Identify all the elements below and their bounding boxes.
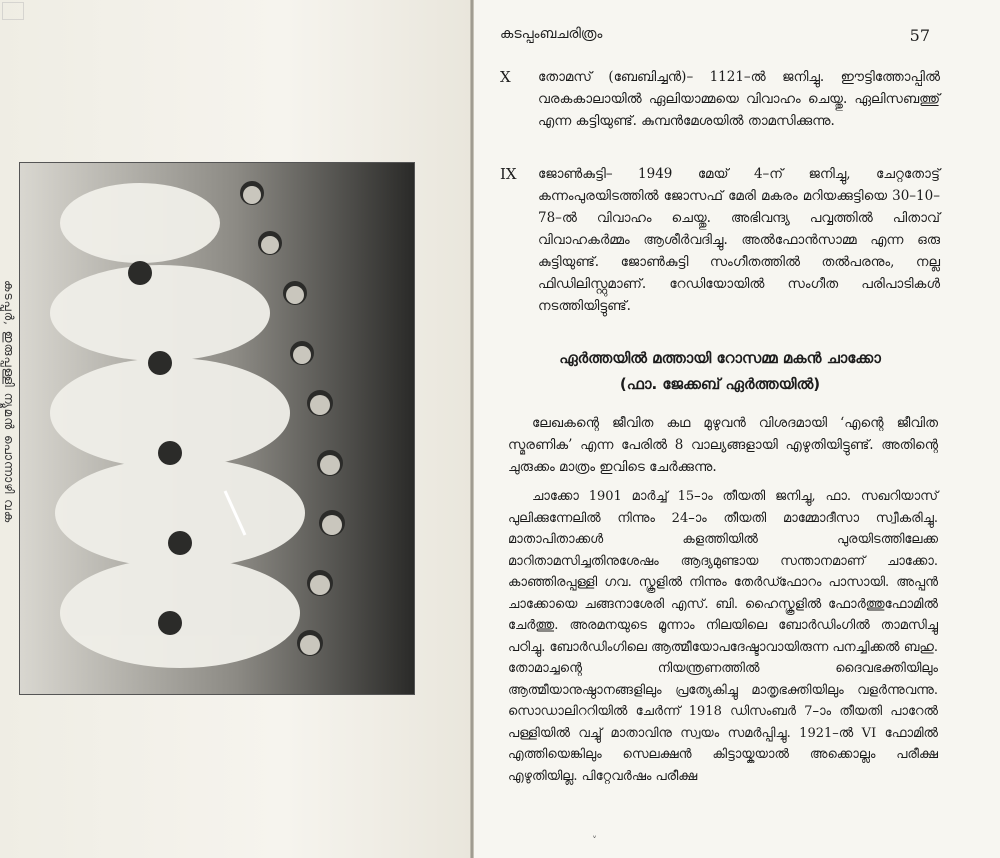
group-photograph [20, 163, 414, 694]
entry-number: X [500, 68, 511, 86]
paragraph-intro: ലേഖകന്റെ ജീവിത കഥ മുഴുവൻ വിശദമായി ‘എന്റെ ജീവിത സ്മരണിക’ എന്ന പേരിൽ 8 വാല്യങ്ങളായി എഴുതിയിട്ടുണ്ട്. അതിന്റെ ചുരുക്കം മാത്രം ഇവിടെ ചേർക്കുന്നു. [508, 415, 938, 475]
running-title: കടപ്പംബചരിത്രം [500, 26, 603, 42]
entry-johnkutty [500, 163, 940, 317]
footer-mark: ˅ [592, 836, 597, 847]
section-subtitle: (ഫാ. ജേക്കബ് ഏർത്തയിൽ) [619, 375, 821, 393]
left-page-running-header: കടപ്പൂർ, ഇരുപ്പള്ളി ന്യൂമൻ പൊന്നാഴി വക [2, 280, 16, 524]
entry-number: IX [500, 165, 517, 183]
scan-corner-mark [2, 2, 24, 20]
section-title: ഏർത്തയിൽ മത്തായി റോസമ്മ മകൻ ചാക്കോ [559, 349, 881, 367]
paragraph-biography: ചാക്കോ 1901 മാർച്ച് 15–ാം തീയതി ജനിച്ചു, ഫാ. സഖറിയാസ് പുലിക്കുന്നേലിൽ നിന്നും 24–ാം തീയതി മാമ്മോദീസാ സ്വീകരിച്ചു. മാതാപിതാക്കൾ കളത്തിയിൽ പുരയിടത്തിലേക്ക മാറിതാമസിച്ചതിനുശേഷം ആദ്യമുണ്ടായ സന്താനമാണ് ചാക്കോ. കാഞ്ഞിരപ്പള്ളി ഗവ. സ്കൂളിൽ നിന്നും തേർഡ്ഫോറം പാസായി. അപ്പൻ ചാക്കോയെ ചങ്ങനാശേരി എസ്. ബി. ഹൈസ്കൂളിൽ ഫോർത്തുഫോമിൽ ചേർത്തു. അരമനയുടെ മൂന്നാം നിലയിലെ ബോർഡിംഗിൽ താമസിച്ചു പഠിച്ചു. ബോർഡിംഗിലെ ആത്മീയോപദേഷ്ടാവായിരുന്ന പനച്ചിക്കൽ ബഹു. തോമാച്ചന്റെ നിയന്ത്രണത്തിൽ ദൈവഭക്തിയിലും ആത്മീയാനുഷ്ഠാനങ്ങളിലും പ്രത്യേകിച്ചു മാതൃഭക്തിയിലും വളർന്നുവന്നു. സൊഡാലിററിയിൽ ചേർന്ന് 1918 ഡിസംബർ 7–ാം തീയതി പാറേൽ പള്ളിയിൽ വച്ചു് മാതാവിനു സ്വയം സമർപ്പിച്ചു. 1921–ൽ VI ഫോമിൽ എത്തിയെങ്കിലും സെലക്ഷൻ കിട്ടായ്കയാൽ അക്കൊല്ലം പരീക്ഷ എഴുതിയില്ല. പിറ്റേവർഷം പരീക്ഷ [508, 489, 938, 784]
entry-text: ജോൺകുട്ടി– 1949 മേയ് 4–ന് ജനിച്ചു, ചേറ്റതോട്ട് കന്നംപുരയിടത്തിൽ ജോസഫ് മേരി മകരം മറിയക്കുട്ടിയെ 30–10–78–ൽ വിവാഹം ചെയ്തു. അഭിവന്ദ്യ പവ്വത്തിൽ പിതാവ് വിവാഹകർമ്മം ആശീർവദിച്ചു. അൽഫോൻസാമ്മ എന്ന ഒരു കുട്ടിയുണ്ട്. ജോൺകുട്ടി സംഗീതത്തിൽ തൽപരനും, നല്ല ഫിഡിലിസ്റ്റുമാണ്. റേഡിയോയിൽ സംഗീത പരിപാടികൾ നടത്തിയിട്ടുണ്ട്. [538, 166, 940, 314]
page-number: 57 [909, 26, 930, 45]
entry-text: തോമസ് (ബേബിച്ചൻ)– 1121–ൽ ജനിച്ചു. ഈട്ടിത്തോപ്പിൽ വരകകാലായിൽ ഏലിയാമ്മയെ വിവാഹം ചെയ്തു. ഏലിസബത്തു് എന്ന കട്ടിയുണ്ട്. കുമ്പൻമേശയിൽ താമസിക്കുന്നു. [538, 69, 940, 129]
left-page [0, 0, 472, 858]
entry-thomas [500, 66, 940, 132]
